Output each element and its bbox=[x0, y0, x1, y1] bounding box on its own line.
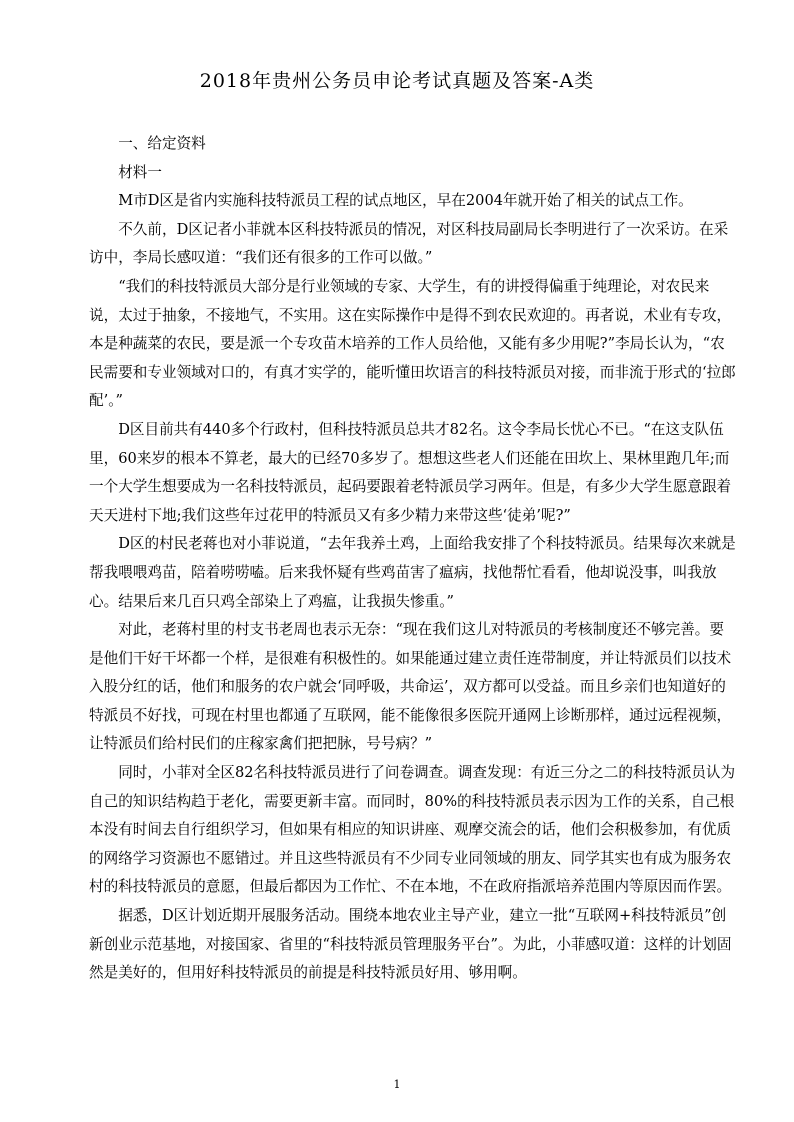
paragraph-2: 不久前，D区记者小菲就本区科技特派员的情况，对区科技局副局长李明进行了一次采访。在采访中，李局长感叹道：“我们还有很多的工作可以做。” bbox=[89, 220, 729, 267]
paragraph-8: 据悉，D区计划近期开展服务活动。围绕本地农业主导产业，建立一批“互联网+科技特派员”创新创业示范基地，对接国家、省里的“科技特派员管理服务平台”。为此，小菲感叹道：这样的计划固然是美好的，但用好科技特派员的前提是科技特派员好用、够用啊。 bbox=[89, 907, 732, 982]
paragraph-6: 对此，老蒋村里的村支书老周也表示无奈：“现在我们这儿对特派员的考核制度还不够完善。要是他们干好干坏都一个样，是很难有积极性的。如果能通过建立责任连带制度，并让特派员们以技术入股分红的话，他们和服务的农户就会‘同呼吸，共命运’，双方都可以受益。而且乡亲们也知道好的特派员不好找，可现在村里也都通了互联网，能不能像很多医院开通网上诊断那样，通过远程视频，让特派员们给村民们的庄稼家禽们把把脉，号号病？” bbox=[89, 621, 732, 753]
page-number: 1 bbox=[393, 1078, 401, 1091]
document-body bbox=[89, 130, 737, 988]
material-heading: 材料一 bbox=[118, 163, 162, 181]
paragraph-3: “我们的科技特派员大部分是行业领域的专家、大学生，有的讲授得偏重于纯理论，对农民来说，太过于抽象，不接地气，不实用。这在实际操作中是得不到农民欢迎的。再者说，术业有专攻，本是种蔬菜的农民，要是派一个专攻苗木培养的工作人员给他，又能有多少用呢?”李局长认为，“农民需要和专业领域对口的，有真才实学的，能听懂田坎语言的科技特派员对接，而非流于形式的‘拉郎配’。” bbox=[89, 277, 736, 410]
document-title: 2018年贵州公务员申论考试真题及答案-A类 bbox=[199, 70, 595, 92]
paragraph-1: M市D区是省内实施科技特派员工程的试点地区，早在2004年就开始了相关的试点工作。 bbox=[118, 192, 693, 210]
section-heading: 一、给定资料 bbox=[118, 135, 206, 152]
paragraph-5: D区的村民老蒋也对小菲说道，“去年我养土鸡，上面给我安排了个科技特派员。结果每次来就是帮我喂喂鸡苗，陪着唠唠嗑。后来我怀疑有些鸡苗害了瘟病，找他帮忙看看，他却说没事，叫我放心。结果后来几百只鸡全部染上了鸡瘟，让我损失惨重。” bbox=[89, 535, 736, 610]
paragraph-4: D区目前共有440多个行政村，但科技特派员总共才82名。这令李局长忧心不已。“在这支队伍里，60来岁的根本不算老，最大的已经70多岁了。想想这些老人们还能在田坎上、果林里跑几年;而一个大学生想要成为一名科技特派员，起码要跟着老特派员学习两年。但是，有多少大学生愿意跟着天天进村下地;我们这些年过花甲的特派员又有多少精力来带这些‘徒弟’呢?” bbox=[89, 420, 732, 524]
paragraph-7: 同时，小菲对全区82名科技特派员进行了问卷调查。调查发现：有近三分之二的科技特派员认为自己的知识结构趋于老化，需要更新丰富。而同时，80%的科技特派员表示因为工作的关系，自己根本没有时间去自行组织学习，但如果有相应的知识讲座、观摩交流会的话，他们会积极参加，有优质的网络学习资源也不愿错过。并且这些特派员有不少同专业同领域的朋友、同学其实也有成为服务农村的科技特派员的意愿，但最后都因为工作忙、不在本地，不在政府指派培养范围内等原因而作罢。 bbox=[89, 764, 736, 896]
